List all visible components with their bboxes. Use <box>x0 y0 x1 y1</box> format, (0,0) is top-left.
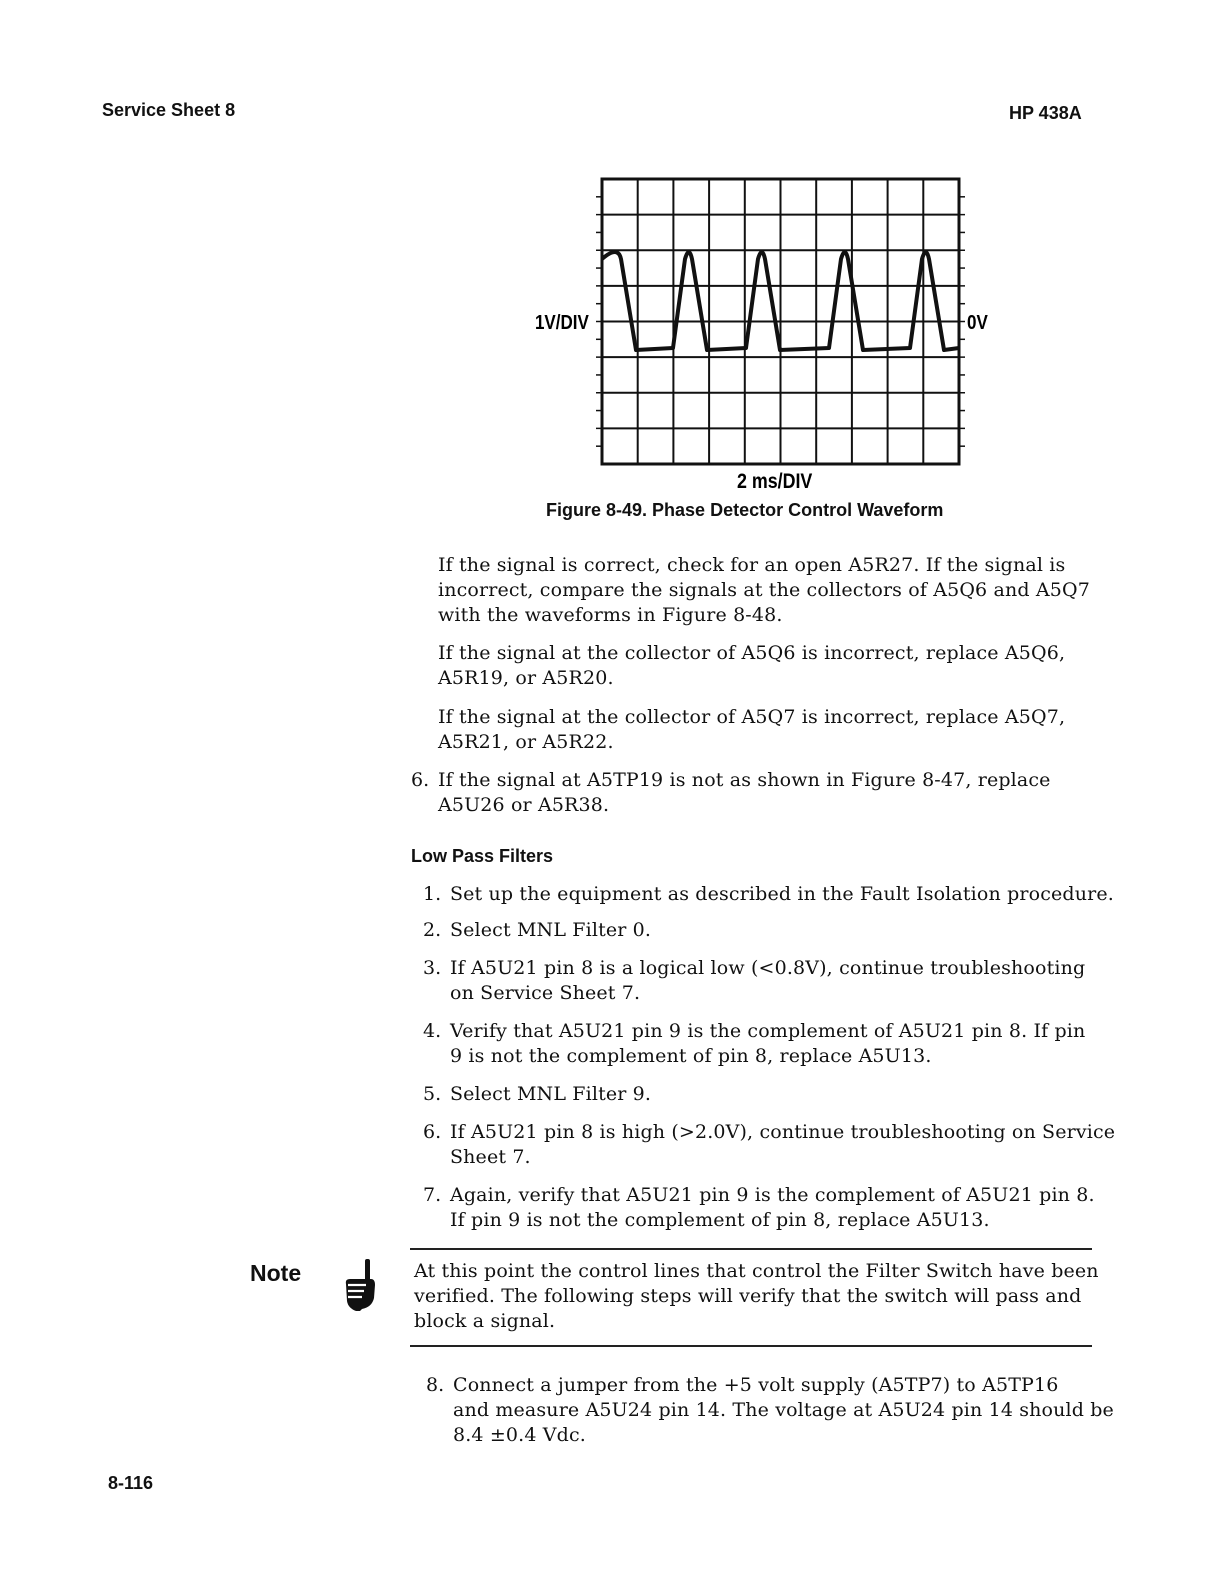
time-per-div-label: 2 ms/DIV <box>737 469 813 494</box>
text-line: A5R19, or A5R20. <box>438 667 614 689</box>
step-number: 5. <box>423 1083 442 1105</box>
text-line: 9 is not the complement of pin 8, replace A5U13. <box>450 1045 932 1067</box>
volts-per-div-label: 1V/DIV <box>535 310 589 334</box>
text-line: Sheet 7. <box>450 1146 531 1168</box>
note-text <box>414 1259 1099 1334</box>
pointing-hand-icon <box>342 1258 376 1319</box>
section-title: Low Pass Filters <box>411 846 554 866</box>
text-line: block a signal. <box>414 1310 556 1332</box>
figure-caption: Figure 8-49. Phase Detector Control Waveform <box>546 500 944 520</box>
text-line: If the signal at the collector of A5Q7 is incorrect, replace A5Q7, <box>438 706 1066 728</box>
page-number: 8-116 <box>108 1473 154 1493</box>
step-1 <box>450 882 1114 907</box>
text-line: Select MNL Filter 9. <box>450 1083 652 1105</box>
text-line: and measure A5U24 pin 14. The voltage at A5U24 pin 14 should be <box>453 1399 1114 1421</box>
step-number: 3. <box>423 957 442 979</box>
text-line: At this point the control lines that control the Filter Switch have been <box>414 1260 1099 1282</box>
text-line: Verify that A5U21 pin 9 is the complement of A5U21 pin 8. If pin <box>450 1020 1086 1042</box>
text-line: If the signal is correct, check for an open A5R27. If the signal is <box>438 554 1066 576</box>
text-line: A5R21, or A5R22. <box>438 731 614 753</box>
paragraph-signal-correct <box>438 553 1090 628</box>
step-3 <box>450 956 1085 1006</box>
step-7 <box>450 1183 1095 1233</box>
step-number: 8. <box>426 1374 445 1396</box>
text-line: incorrect, compare the signals at the collectors of A5Q6 and A5Q7 <box>438 579 1090 601</box>
text-line: If A5U21 pin 8 is high (>2.0V), continue troubleshooting on Service <box>450 1121 1116 1143</box>
note-top-rule <box>410 1248 1092 1250</box>
note-bottom-rule <box>410 1345 1092 1347</box>
text-line: If the signal at the collector of A5Q6 is incorrect, replace A5Q6, <box>438 642 1066 664</box>
step-number: 7. <box>423 1184 442 1206</box>
scope-display <box>530 172 990 497</box>
step-2 <box>450 918 651 943</box>
scope-graticule <box>596 179 965 464</box>
text-line: 8.4 ±0.4 Vdc. <box>453 1424 586 1446</box>
paragraph-a5q7 <box>438 705 1065 755</box>
text-line: verified. The following steps will verify that the switch will pass and <box>414 1285 1082 1307</box>
step-5 <box>450 1082 651 1107</box>
text-line: Connect a jumper from the +5 volt supply (A5TP7) to A5TP16 <box>453 1374 1059 1396</box>
step-number: 4. <box>423 1020 442 1042</box>
note-label: Note <box>250 1260 302 1286</box>
header-model: HP 438A <box>1009 103 1082 123</box>
text-line: with the waveforms in Figure 8-48. <box>438 604 783 626</box>
step-4 <box>450 1019 1085 1069</box>
text-line: on Service Sheet 7. <box>450 982 641 1004</box>
step-8 <box>453 1373 1114 1448</box>
step-6-a5tp19 <box>438 768 1051 818</box>
text-line: If the signal at A5TP19 is not as shown in Figure 8-47, replace <box>438 769 1051 791</box>
text-line: Again, verify that A5U21 pin 9 is the complement of A5U21 pin 8. <box>450 1184 1095 1206</box>
paragraph-a5q6 <box>438 641 1065 691</box>
step-6 <box>450 1120 1115 1170</box>
text-line: If A5U21 pin 8 is a logical low (<0.8V), continue troubleshooting <box>450 957 1086 979</box>
text-line: If pin 9 is not the complement of pin 8, replace A5U13. <box>450 1209 990 1231</box>
header-section-title: Service Sheet 8 <box>102 100 236 120</box>
zero-volt-label: 0V <box>967 310 988 334</box>
scope-figure <box>530 172 990 502</box>
text-line: A5U26 or A5R38. <box>438 794 610 816</box>
step-number: 6. <box>423 1121 442 1143</box>
text-line: Select MNL Filter 0. <box>450 919 652 941</box>
step-number: 1. <box>423 883 442 905</box>
step-number: 2. <box>423 919 442 941</box>
text-line: Set up the equipment as described in the Fault Isolation procedure. <box>450 883 1114 905</box>
step-number: 6. <box>411 769 430 791</box>
